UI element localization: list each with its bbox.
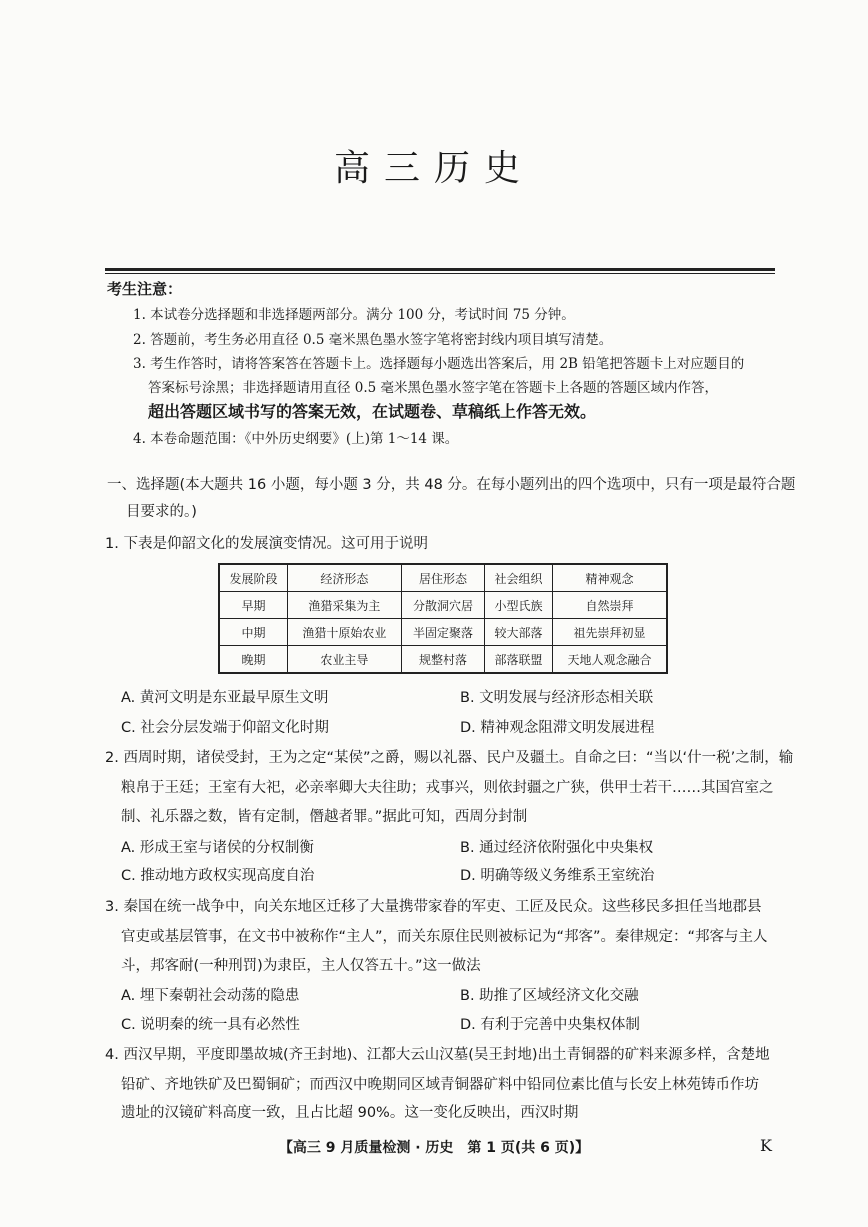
notice-item-3: 3. 考生作答时，请将答案答在答题卡上。选择题每小题选出答案后，用 2B 铅笔把答题卡上对应题目的 [133, 356, 745, 372]
header-rule-thin [105, 273, 775, 274]
table-row [219, 619, 667, 646]
notice-item-2: 2. 答题前，考生务必用直径 0.5 毫米黑色墨水签字笔将密封线内项目填写清楚。 [133, 332, 613, 348]
table-cell: 部落联盟 [485, 646, 553, 674]
notice-item-4: 4. 本卷命题范围：《中外历史纲要》(上)第 1～14 课。 [133, 431, 459, 447]
q2-option-c: C. 推动地方政权实现高度自治 [121, 868, 315, 884]
table-cell: 自然崇拜 [552, 592, 667, 619]
table-header-cell: 社会组织 [485, 564, 553, 592]
table-cell: 半固定聚落 [401, 619, 484, 646]
table-cell: 渔猎采集为主 [287, 592, 401, 619]
question-1-stem: 1. 下表是仰韶文化的发展演变情况。这可用于说明 [105, 536, 428, 552]
table-cell: 早期 [219, 592, 287, 619]
notice-item-1: 1. 本试卷分选择题和非选择题两部分。满分 100 分，考试时间 75 分钟。 [133, 307, 575, 323]
q2-option-b: B. 通过经济依附强化中央集权 [460, 840, 654, 856]
q1-option-c: C. 社会分层发端于仰韶文化时期 [121, 720, 329, 736]
question-4-stem-line-2: 铅矿、齐地铁矿及巴蜀铜矿；而西汉中晚期同区域青铜器矿料中铅同位素比值与长安上林苑铸币作坊 [121, 1077, 759, 1093]
notice-heading: 考生注意： [107, 280, 183, 298]
table-cell: 分散洞穴居 [401, 592, 484, 619]
table-header-cell: 经济形态 [287, 564, 401, 592]
table-header-cell: 发展阶段 [219, 564, 287, 592]
section-heading-cont: 目要求的。) [126, 504, 197, 520]
table-cell: 祖先崇拜初显 [552, 619, 667, 646]
question-3-stem-line-2: 官吏或基层管事，在文书中被称作“主人”，而关东原住民则被标记为“邦客”。秦律规定：“邦客与主人 [121, 929, 768, 945]
question-2-stem-line-2: 粮帛于王廷；王室有大祀，必亲率卿大夫往助；戎事兴，则依封疆之广狭，供甲士若干……其国宫室之 [121, 780, 774, 796]
question-2-stem-line-3: 制、礼乐器之数，皆有定制，僭越者罪。”据此可知，西周分封制 [121, 809, 528, 825]
q2-option-a: A. 形成王室与诸侯的分权制衡 [121, 840, 314, 856]
question-4-stem-line-1: 4. 西汉早期，平度即墨故城(齐王封地)、江都大云山汉墓(吴王封地)出土青铜器的矿料来源多样，含楚地 [105, 1047, 770, 1063]
question-4-stem-line-3: 遗址的汉镜矿料高度一致，且占比超 90%。这一变化反映出，西汉时期 [121, 1105, 579, 1121]
q1-option-d: D. 精神观念阻滞文明发展进程 [460, 720, 655, 736]
table-header-cell: 居住形态 [401, 564, 484, 592]
table-row [219, 646, 667, 674]
question-2-stem-line-1: 2. 西周时期，诸侯受封，王为之定“某侯”之爵，赐以礼器、民户及疆土。自命之曰：“当以‘什一税’之制，输 [105, 750, 794, 766]
table-cell: 小型氏族 [485, 592, 553, 619]
q1-option-b: B. 文明发展与经济形态相关联 [460, 690, 654, 706]
yangshao-culture-table [218, 563, 668, 674]
table-cell: 中期 [219, 619, 287, 646]
question-3-stem-line-1: 3. 秦国在统一战争中，向关东地区迁移了大量携带家眷的军吏、工匠及民众。这些移民多担任当地郡县 [105, 899, 762, 915]
table-cell: 农业主导 [287, 646, 401, 674]
table-cell: 天地人观念融合 [552, 646, 667, 674]
table-cell: 晚期 [219, 646, 287, 674]
q3-option-b: B. 助推了区域经济文化交融 [460, 988, 639, 1004]
version-mark: K [760, 1136, 772, 1155]
page-footer: 【高三 9 月质量检测 · 历史 第 1 页(共 6 页)】 [278, 1140, 590, 1156]
table-header-row [219, 564, 667, 592]
q3-option-a: A. 埋下秦朝社会动荡的隐患 [121, 988, 300, 1004]
table-cell: 较大部落 [485, 619, 553, 646]
q2-option-d: D. 明确等级义务维系王室统治 [460, 868, 655, 884]
section-heading: 一、选择题(本大题共 16 小题，每小题 3 分，共 48 分。在每小题列出的四个选项中，只有一项是最符合题 [107, 477, 796, 493]
q3-option-d: D. 有利于完善中央集权体制 [460, 1017, 640, 1033]
table-cell: 规整村落 [401, 646, 484, 674]
notice-item-3-cont: 答案标号涂黑；非选择题请用直径 0.5 毫米黑色墨水签字笔在答题卡上各题的答题区域内作答， [148, 380, 719, 396]
header-rule-thick [105, 268, 775, 271]
q3-option-c: C. 说明秦的统一具有必然性 [121, 1017, 300, 1033]
notice-item-3-bold: 超出答题区域书写的答案无效，在试题卷、草稿纸上作答无效。 [148, 402, 597, 421]
exam-title: 高三历史 [333, 148, 534, 189]
table-cell: 渔猎十原始农业 [287, 619, 401, 646]
q1-option-a: A. 黄河文明是东亚最早原生文明 [121, 690, 329, 706]
table-header-cell: 精神观念 [552, 564, 667, 592]
table-row [219, 592, 667, 619]
question-3-stem-line-3: 斗，邦客耐(一种刑罚)为隶臣，主人仅答五十。”这一做法 [121, 958, 481, 974]
